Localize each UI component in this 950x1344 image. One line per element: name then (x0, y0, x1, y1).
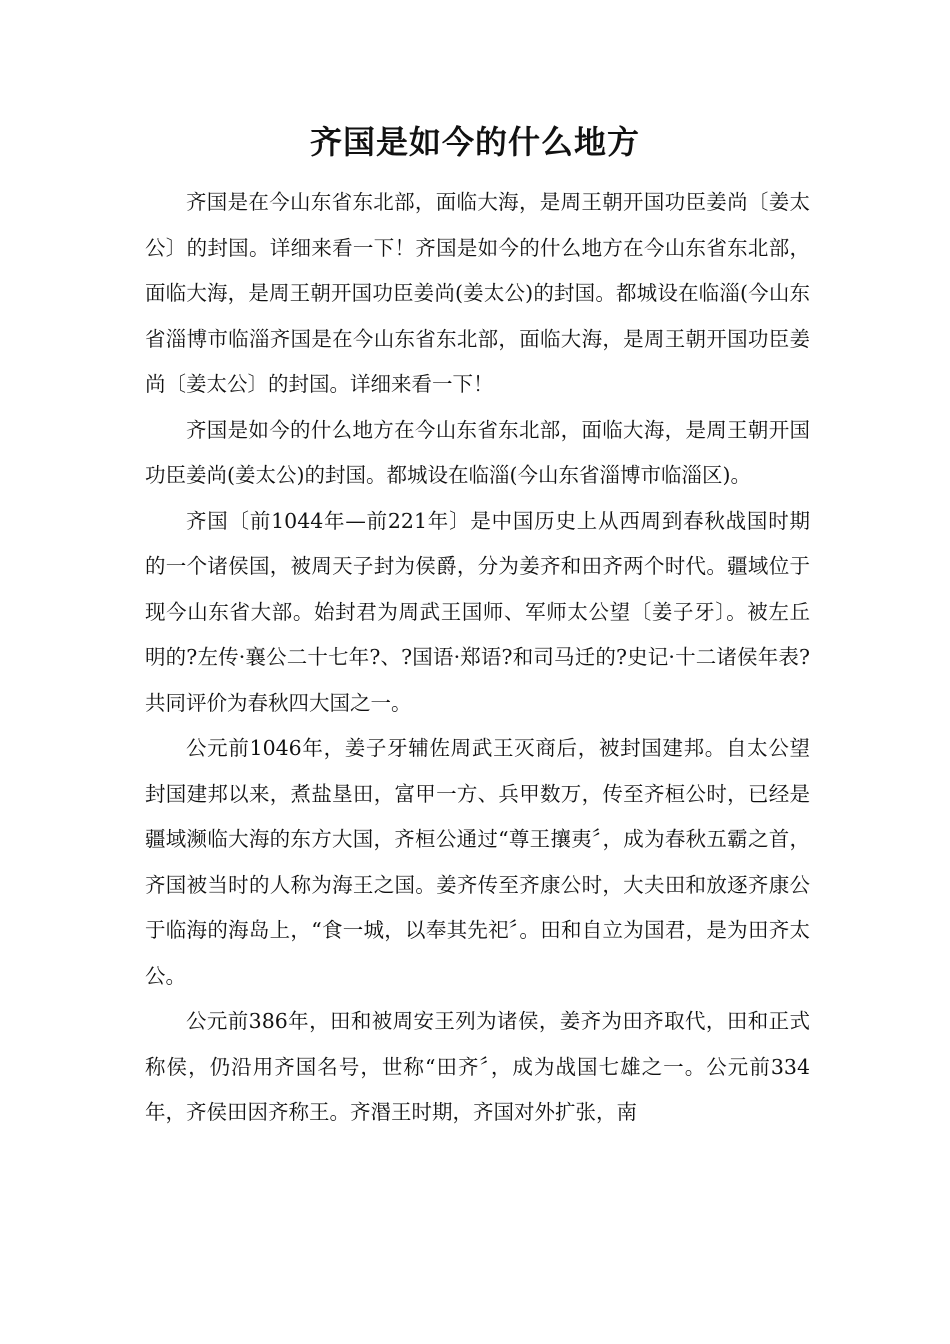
document-title: 齐国是如今的什么地方 (309, 123, 640, 161)
paragraph: 齐国是如今的什么地方在今山东省东北部，面临大海，是周王朝开国功臣姜尚(姜太公)的封国。都城设在临淄(今山东省淄博市临淄区)。 (145, 417, 810, 487)
paragraph: 齐国〔前1044年—前221年〕是中国历史上从西周到春秋战国时期的一个诸侯国，被周天子封为侯爵，分为姜齐和田齐两个时代。疆域位于现今山东省大部。始封君为周武王国师、军师太公望〔姜子牙〕。被左丘明的?左传·襄公二十七年?、?国语·郑语?和司马迁的?史记·十二诸侯年表?共同评价为春秋四大国之一。 (145, 508, 810, 715)
document-body (145, 180, 810, 1136)
paragraph: 公元前386年，田和被周安王列为诸侯，姜齐为田齐取代，田和正式称侯，仍沿用齐国名号，世称“田齐〞，成为战国七雄之一。公元前334年，齐侯田因齐称王。齐湣王时期，齐国对外扩张，南 (145, 1009, 810, 1124)
paragraph: 公元前1046年，姜子牙辅佐周武王灭商后，被封国建邦。自太公望封国建邦以来，煮盐垦田，富甲一方、兵甲数万，传至齐桓公时，已经是疆域濒临大海的东方大国，齐桓公通过“尊王攘夷〞，成为春秋五霸之首，齐国被当时的人称为海王之国。姜齐传至齐康公时，大夫田和放逐齐康公于临海的海岛上，“食一城，以奉其先祀〞。田和自立为国君，是为田齐太公。 (145, 736, 810, 988)
paragraph: 齐国是在今山东省东北部，面临大海，是周王朝开国功臣姜尚〔姜太公〕的封国。详细来看一下！齐国是如今的什么地方在今山东省东北部，面临大海，是周王朝开国功臣姜尚(姜太公)的封国。都城设在临淄(今山东省淄博市临淄齐国是在今山东省东北部，面临大海，是周王朝开国功臣姜尚〔姜太公〕的封国。详细来看一下！ (145, 190, 810, 396)
